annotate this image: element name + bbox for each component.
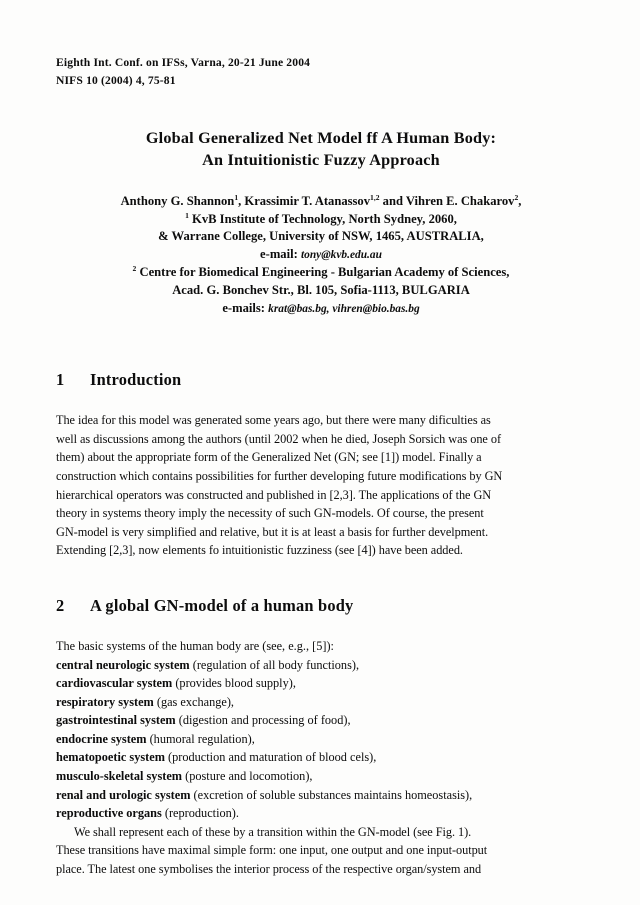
system-description: (provides blood supply),: [172, 676, 296, 691]
system-name: hematopoetic system: [56, 750, 165, 765]
running-header-line-2: NIFS 10 (2004) 4, 75-81: [56, 73, 176, 87]
page-title: [56, 127, 586, 171]
title-line-2: An Intuitionistic Fuzzy Approach: [202, 151, 440, 169]
system-name: gastrointestinal system: [56, 713, 176, 728]
list-item: [56, 693, 586, 712]
system-description: (excretion of soluble substances maintains homeostasis),: [190, 787, 473, 802]
email-2-line: [56, 300, 586, 319]
author-1-name: Anthony G. Shannon: [120, 194, 235, 208]
list-item: [56, 767, 586, 786]
affiliation-2-line-2: Acad. G. Bonchev Str., Bl. 105, Sofia-1113, BULGARIA: [172, 282, 470, 297]
system-name: renal and urologic system: [56, 787, 191, 802]
author-2-affil-marker: 1,2: [370, 192, 380, 202]
affiliation-1-text: KvB Institute of Technology, North Sydney, 2060,: [188, 211, 457, 226]
system-name: respiratory system: [56, 694, 154, 709]
system-description: (digestion and processing of food),: [175, 713, 351, 728]
email-1-address: tony@kvb.edu.au: [300, 248, 382, 261]
system-name: central neurologic system: [56, 657, 190, 672]
author-names-line: [56, 193, 586, 211]
email-2-addresses: krat@bas.bg, vihren@bio.bas.bg: [268, 302, 420, 315]
section-2-title: A global GN-model of a human body: [90, 595, 354, 615]
system-name: cardiovascular system: [56, 676, 173, 691]
author-block: [56, 193, 586, 318]
system-description: (humoral regulation),: [146, 731, 255, 746]
author-3-affil-marker: 2: [514, 192, 519, 202]
affiliation-1-line-2: & Warrane College, University of NSW, 1465, AUSTRALIA,: [158, 229, 484, 244]
system-description: (reproduction).: [161, 806, 239, 821]
list-item: [56, 804, 586, 823]
list-item: [56, 674, 586, 693]
closing-paragraph: [56, 823, 586, 879]
paragraph-line: The idea for this model was generated some years ago, but there were many dificulties as: [56, 413, 491, 428]
body-systems-list: [56, 637, 586, 823]
paragraph-line: GN-model is very simplified and relative, but it is at least a basis for further develpment.: [56, 524, 489, 539]
affiliation-1-line-1: [56, 211, 586, 229]
paragraph-line: place. The latest one symbolises the interior process of the respective organ/system and: [56, 862, 482, 877]
system-description: (gas exchange),: [153, 694, 235, 709]
author-3-name: and Vihren E. Chakarov: [379, 194, 515, 208]
affiliation-2-line-1: [56, 264, 586, 282]
system-name: endocrine system: [56, 731, 147, 746]
list-item: [56, 786, 586, 805]
section-heading-2: [56, 596, 586, 616]
introduction-paragraph: [56, 411, 586, 560]
title-line-1: Global Generalized Net Model ff A Human Body:: [145, 129, 497, 147]
paragraph-line: hierarchical operators was constructed and published in [2,3]. The applications of the GN: [56, 487, 492, 502]
list-item: [56, 656, 586, 675]
page-content: [56, 0, 586, 879]
system-description: (production and maturation of blood cels),: [164, 750, 377, 765]
affiliation-2-text: Centre for Biomedical Engineering - Bulgarian Academy of Sciences,: [136, 265, 510, 280]
system-name: musculo-skeletal system: [56, 769, 183, 784]
email-2-label: e-mails:: [222, 300, 269, 315]
author-2-name: , Krassimir T. Atanassov: [238, 194, 371, 208]
email-1-label: e-mail:: [260, 246, 301, 261]
section-heading-1: [56, 370, 586, 390]
running-header-line-1: Eighth Int. Conf. on IFSs, Varna, 20-21 June 2004: [56, 56, 311, 69]
running-header: [56, 54, 586, 89]
affiliation-2-marker: 2: [132, 264, 137, 274]
paragraph-line: We shall represent each of these by a transition within the GN-model (see Fig. 1).: [74, 824, 472, 839]
affiliation-1-marker: 1: [185, 210, 189, 220]
email-1-line: [56, 246, 586, 265]
paragraph-line: construction which contains possibilities for further developing future modifications by GN: [56, 468, 503, 483]
author-1-affil-marker: 1: [234, 192, 239, 202]
paragraph-line: theory in systems theory imply the necessity of such GN-models. Of course, the present: [56, 506, 484, 521]
section-1-title: Introduction: [90, 370, 182, 390]
system-description: (regulation of all body functions),: [189, 657, 360, 672]
paragraph-line: well as discussions among the authors (until 2002 when he died, Joseph Sorsich was one of: [56, 431, 502, 446]
paragraph-line: These transitions have maximal simple form: one input, one output and one input-output: [56, 843, 488, 858]
systems-list-lead: The basic systems of the human body are (see, e.g., [5]):: [56, 638, 334, 653]
paragraph-line: them) about the appropriate form of the Generalized Net (GN; see [1]) model. Finally a: [56, 450, 482, 465]
section-1-number: 1: [56, 370, 65, 390]
system-name: reproductive organs: [56, 806, 162, 821]
author-line-tail: ,: [518, 194, 522, 208]
system-description: (posture and locomotion),: [182, 769, 313, 784]
section-2-number: 2: [56, 595, 65, 615]
paragraph-line: Extending [2,3], now elements fo intuitionistic fuzziness (see [4]) have been added.: [56, 543, 463, 558]
list-item: [56, 748, 586, 767]
list-item: [56, 711, 586, 730]
list-item: [56, 730, 586, 749]
